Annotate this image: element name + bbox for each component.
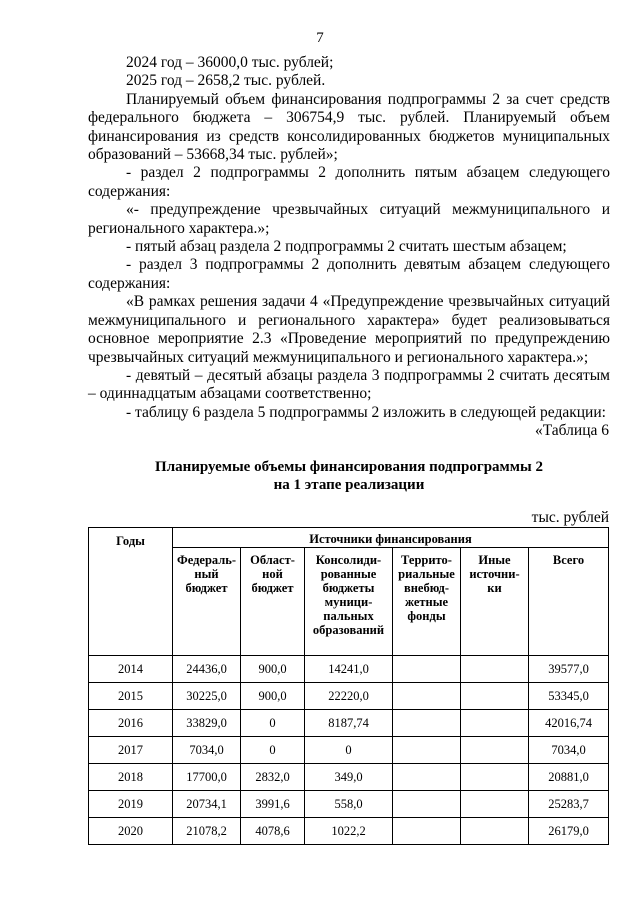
- value-cell: 900,0: [241, 656, 305, 683]
- value-cell: 0: [241, 737, 305, 764]
- value-cell: 39577,0: [529, 656, 609, 683]
- year-cell: 2015: [89, 683, 173, 710]
- sub-header: Всего: [529, 548, 609, 656]
- value-cell: 53345,0: [529, 683, 609, 710]
- value-cell: 20734,1: [173, 791, 241, 818]
- year-cell: 2014: [89, 656, 173, 683]
- value-cell: 20881,0: [529, 764, 609, 791]
- value-cell: 1022,2: [305, 818, 393, 845]
- value-cell: [393, 764, 461, 791]
- value-cell: 21078,2: [173, 818, 241, 845]
- paragraph: - таблицу 6 раздела 5 подпрограммы 2 изложить в следующей редакции:: [126, 403, 606, 421]
- value-cell: 26179,0: [529, 818, 609, 845]
- value-cell: 42016,74: [529, 710, 609, 737]
- value-cell: 4078,6: [241, 818, 305, 845]
- units-label: тыс. рублей: [531, 509, 609, 526]
- value-cell: 0: [241, 710, 305, 737]
- paragraph: - пятый абзац раздела 2 подпрограммы 2 считать шестым абзацем;: [126, 238, 567, 256]
- value-cell: 558,0: [305, 791, 393, 818]
- value-cell: 3991,6: [241, 791, 305, 818]
- value-cell: 22220,0: [305, 683, 393, 710]
- value-cell: 7034,0: [529, 737, 609, 764]
- value-cell: [461, 818, 529, 845]
- table-row: [89, 818, 609, 845]
- value-cell: 14241,0: [305, 656, 393, 683]
- year-cell: 2018: [89, 764, 173, 791]
- value-cell: 24436,0: [173, 656, 241, 683]
- paragraph: «- предупреждение чрезвычайных ситуаций межмуниципального и регионального характера.»;: [88, 201, 610, 237]
- value-cell: 349,0: [305, 764, 393, 791]
- value-cell: [393, 656, 461, 683]
- value-cell: [461, 683, 529, 710]
- document-body: [88, 54, 610, 422]
- value-cell: 2832,0: [241, 764, 305, 791]
- value-cell: [461, 737, 529, 764]
- value-cell: [461, 791, 529, 818]
- value-cell: [393, 737, 461, 764]
- value-cell: 0: [305, 737, 393, 764]
- table-row: [89, 710, 609, 737]
- page-number: 7: [316, 30, 324, 46]
- paragraph: Планируемый объем финансирования подпрограммы 2 за счет средств федерального бюджета – 306754,9 тыс. рублей. Планируемый объем финансирования из средств консолидированных бюджетов муниципальных образований – 53668,34 тыс. рублей»;: [88, 90, 610, 164]
- header-sources: Источники финансирования: [173, 528, 609, 548]
- year-cell: 2016: [89, 710, 173, 737]
- year-cell: 2019: [89, 791, 173, 818]
- year-cell: 2020: [89, 818, 173, 845]
- paragraph: «В рамках решения задачи 4 «Предупреждение чрезвычайных ситуаций межмуниципального и регионального характера» будет реализовываться основное мероприятие 2.3 «Проведение мероприятий по предупреждению чрезвычайных ситуаций межмуниципального и регионального характера.»;: [88, 293, 610, 366]
- sub-header: Террито- риальные внебюд- жетные фонды: [393, 548, 461, 656]
- value-cell: [393, 818, 461, 845]
- table-row: [89, 683, 609, 710]
- paragraph: 2025 год – 2658,2 тыс. рублей.: [126, 72, 326, 90]
- value-cell: 33829,0: [173, 710, 241, 737]
- value-cell: [393, 710, 461, 737]
- table-row: [89, 737, 609, 764]
- paragraph: - девятый – десятый абзацы раздела 3 подпрограммы 2 считать десятым – одиннадцатым абзацами соответственно;: [88, 366, 610, 403]
- value-cell: 900,0: [241, 683, 305, 710]
- value-cell: [461, 656, 529, 683]
- table-row: [89, 656, 609, 683]
- table-reference: «Таблица 6: [534, 422, 609, 439]
- sub-header: Иные источни- ки: [461, 548, 529, 656]
- table-row: [89, 764, 609, 791]
- table-title-line-1: Планируемые объемы финансирования подпрограммы 2: [155, 459, 543, 475]
- value-cell: 25283,7: [529, 791, 609, 818]
- sub-header: Федераль- ный бюджет: [173, 548, 241, 656]
- table-title: [88, 458, 610, 494]
- value-cell: [393, 791, 461, 818]
- value-cell: 17700,0: [173, 764, 241, 791]
- year-cell: 2017: [89, 737, 173, 764]
- value-cell: [393, 683, 461, 710]
- financing-table: [88, 527, 609, 845]
- paragraph: - раздел 2 подпрограммы 2 дополнить пятым абзацем следующего содержания:: [88, 164, 610, 200]
- table-title-line-2: на 1 этапе реализации: [273, 477, 425, 493]
- value-cell: 30225,0: [173, 683, 241, 710]
- sub-header: Област- ной бюджет: [241, 548, 305, 656]
- header-years: Годы: [89, 528, 173, 656]
- table-row: [89, 791, 609, 818]
- paragraph: - раздел 3 подпрограммы 2 дополнить девятым абзацем следующего содержания:: [88, 256, 610, 292]
- value-cell: [461, 764, 529, 791]
- value-cell: 8187,74: [305, 710, 393, 737]
- value-cell: [461, 710, 529, 737]
- value-cell: 7034,0: [173, 737, 241, 764]
- sub-header: Консолиди- рованные бюджеты муници- пальных образований: [305, 548, 393, 656]
- paragraph: 2024 год – 36000,0 тыс. рублей;: [126, 54, 334, 71]
